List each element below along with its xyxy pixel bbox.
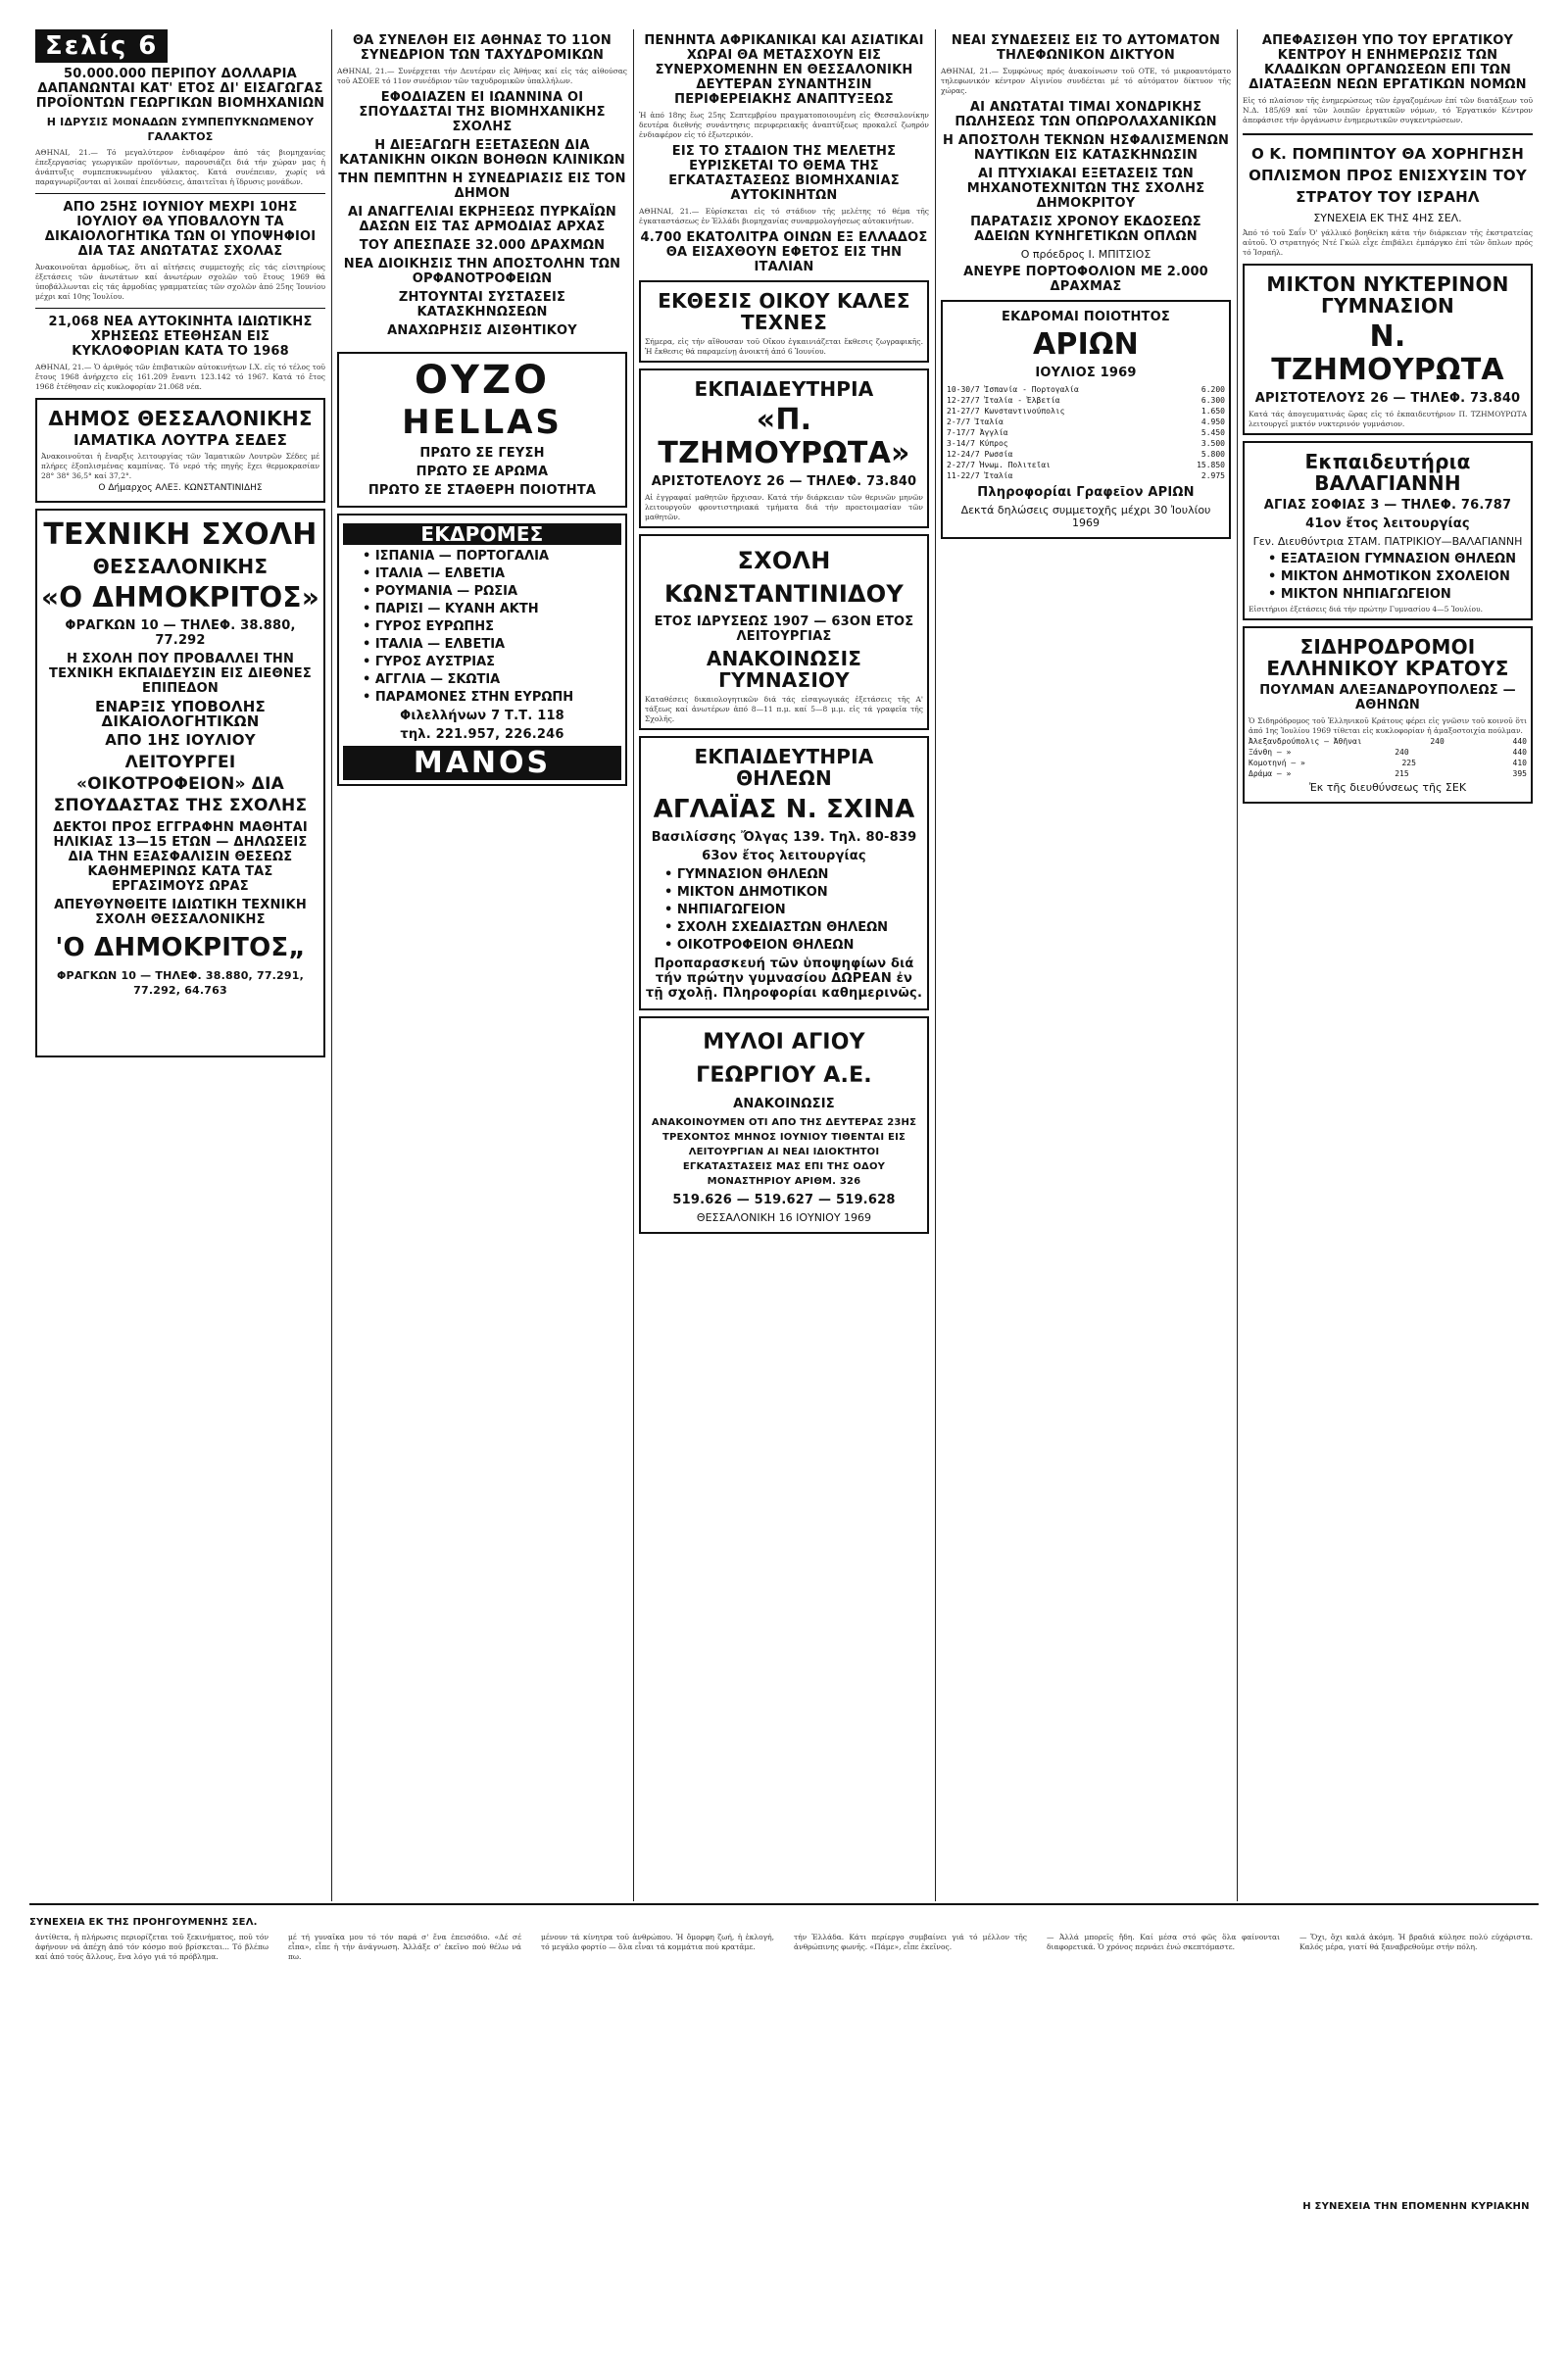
labour-center-headline: ΑΠΕΦΑΣΙΣΘΗ ΥΠΟ ΤΟΥ ΕΡΓΑΤΙΚΟΥ ΚΕΝΤΡΟΥ Η ΕΝΗΜΕΡΩΣΙΣ ΤΩΝ ΚΛΑΔΙΚΩΝ ΟΡΓΑΝΩΣΕΩΝ ΕΠΙ ΤΩΝ ΔΙΑΤΑΞΕΩΝ ΝΕΩΝ ΕΡΓΑΤΙΚΩΝ ΝΟΜΩΝ	[1249, 33, 1527, 92]
trip-item: • ΠΑΡΙΣΙ — ΚΥΑΝΗ ΑΚΤΗ	[363, 602, 539, 616]
school-name: «Ο ΔΗΜΟΚΡΙΤΟΣ»	[41, 581, 319, 614]
arion-month: ΙΟΥΛΙΟΣ 1969	[1035, 366, 1137, 380]
democritus-school-ad	[35, 509, 325, 1057]
serial-col-3: μένουν τά κίνητρα τοῦ ἀνθρώπου. Ἡ ὄμορφη ζωή, ἡ ἐκλογή, τό μεγάλο φορτίο — ὅλα εἶναι τά κομμάτια πού κρατᾶμε.	[541, 1933, 774, 1951]
arion-row-cell: 2.975	[1200, 471, 1225, 480]
trip-item: • ΙΤΑΛΙΑ — ΕΛΒΕΤΙΑ	[363, 566, 506, 581]
tzimourota-school-ad	[639, 368, 929, 528]
night-gym-title: ΜΙΚΤΟΝ ΝΥΚΤΕΡΙΝΟΝ ΓΥΜΝΑΣΙΟΝ	[1266, 272, 1509, 318]
arion-row-cell: 1.650	[1200, 407, 1225, 416]
car-industry-text: ΑΘΗΝΑΙ, 21.— Εὑρίσκεται εἰς τό στάδιον τῆς μελέτης τό θέμα τῆς ἐγκαταστάσεως ἐν Ἑλλάδι βιομηχανίας συναρμολογήσεως αὐτοκινήτων.	[639, 207, 929, 225]
council-headline: ΤΗΝ ΠΕΜΠΤΗΝ Η ΣΥΝΕΔΡΙΑΣΙΣ ΕΙΣ ΤΟΝ ΔΗΜΟΝ	[338, 172, 626, 201]
arion-row	[947, 438, 1225, 449]
arion-row-cell: 2-7/7 Ἰταλία	[947, 417, 1004, 426]
valagianni-ad	[1243, 441, 1533, 620]
exams-article-text: Ἀνακοινοῦται ἀρμοδίως, ὅτι αἱ αἰτήσεις συμμετοχῆς εἰς τάς εἰσιτηρίους ἐξετάσεις τῶν ἀνωτάτων καί ἀνωτέρων σχολῶν τοῦ ἔτους 1969 θά ὑποβάλλωνται εἰς τάς ἁρμοδίας γραμματείας τῶν σχολῶν ἀπό 25ης Ἰουνίου μέχρι καί 10ης Ἰουλίου.	[35, 263, 325, 301]
mills-subtitle: ΑΝΑΚΟΙΝΩΣΙΣ	[733, 1097, 835, 1111]
rail-row	[1249, 747, 1527, 758]
school-line-2: ΕΝΑΡΞΙΣ ΥΠΟΒΟΛΗΣ ΔΙΚΑΙΟΛΟΓΗΤΙΚΩΝ	[95, 698, 266, 730]
school-phone: ΦΡΑΓΚΩΝ 10 — ΤΗΛΕΦ. 38.880, 77.292	[65, 618, 296, 648]
rail-row-cell: 395	[1512, 769, 1527, 778]
rail-row-cell: Δράμα — »	[1249, 769, 1292, 778]
valagianni-address: ΑΓΙΑΣ ΣΟΦΙΑΣ 3 — ΤΗΛΕΦ. 76.787	[1263, 498, 1512, 513]
night-gym-ad	[1243, 264, 1533, 435]
arion-row	[947, 395, 1225, 406]
konstantinidou-title: ΣΧΟΛΗ ΚΩΝΣΤΑΝΤΙΝΙΔΟΥ	[664, 547, 904, 608]
mills-ad	[639, 1016, 929, 1234]
sailors-children-headline: Η ΑΠΟΣΤΟΛΗ ΤΕΚΝΩΝ ΗΣΦΑΛΙΣΜΕΝΩΝ ΝΑΥΤΙΚΩΝ ΕΙΣ ΚΑΤΑΣΚΗΝΩΣΙΝ	[942, 133, 1230, 163]
serial-footer: Η ΣΥΝΕΧΕΙΑ ΤΗΝ ΕΠΟΜΕΝΗΝ ΚΥΡΙΑΚΗΝ	[1302, 2201, 1530, 2212]
night-gym-text: Κατά τάς ἀπογευματινάς ὥρας εἰς τό ἐκπαιδευτήριον Π. ΤΖΗΜΟΥΡΩΤΑ λειτουργεῖ μικτόν νυκτερινόν γυμνάσιον.	[1249, 410, 1527, 428]
exhibition-ad	[639, 280, 929, 363]
railways-text: Ὁ Σιδηρόδρομος τοῦ Ἑλληνικοῦ Κράτους φέρει εἰς γνῶσιν τοῦ κοινοῦ ὅτι ἀπό 1ης Ἰουλίου 1969 τίθεται εἰς κυκλοφορίαν ἡ ἀμαξοστοιχία πούλμαν.	[1249, 716, 1527, 735]
mills-title: ΜΥΛΟΙ ΑΓΙΟΥ ΓΕΩΡΓΙΟΥ Α.Ε.	[696, 1030, 872, 1088]
arion-title: ΕΚΔΡΟΜΑΙ ΠΟΙΟΤΗΤΟΣ	[1002, 310, 1170, 324]
lead-subheadline: Η ΙΔΡΥΣΙΣ ΜΟΝΑΔΩΝ ΣΥΜΠΕΠΥΚΝΩΜΕΝΟΥ ΓΑΛΑΚΤΟΣ	[46, 116, 315, 143]
newspaper-page	[29, 29, 1539, 2328]
trip-item: • ΙΣΠΑΝΙΑ — ΠΟΡΤΟΓΑΛΙΑ	[363, 549, 550, 564]
serial-col-1: ἀντίθετα, ἡ πλήρωσις περιορίζεται τοῦ ξεκινήματος, ποῦ τόν ἀφήνουν νά ἀπέχη ἀπό τόν κόσμο πού βρίσκεται... Τό βλέπω καί ἀπό τούς ἄλλους, ἔνα λόγο γιά τό πρόβλημα.	[35, 1933, 269, 1961]
column-5	[1237, 29, 1539, 810]
trip-item: • ΓΥΡΟΣ ΑΥΣΤΡΙΑΣ	[363, 655, 496, 669]
rail-row-cell: Κομοτηνή — »	[1249, 759, 1305, 767]
schina-year: 63ον ἔτος λειτουργίας	[702, 849, 866, 863]
trip-item: • ΙΤΑΛΙΑ — ΕΛΒΕΤΙΑ	[363, 637, 506, 652]
valagianni-title: Εκπαιδευτήρια ΒΑΛΑΓΙΑΝΝΗ	[1304, 450, 1471, 495]
rail-row-cell: 440	[1512, 748, 1527, 757]
arion-trips-ad	[941, 300, 1231, 539]
railways-subtitle: ΠΟΥΛΜΑΝ ΑΛΕΞΑΝΔΡΟΥΠΟΛΕΩΣ — ΑΘΗΝΩΝ	[1259, 683, 1516, 712]
schina-item: • ΣΧΟΛΗ ΣΧΕΔΙΑΣΤΩΝ ΘΗΛΕΩΝ	[664, 920, 889, 935]
schina-address: Βασιλίσσης Ὄλγας 139. Τηλ. 80-839	[651, 830, 917, 845]
school-line-4: ΛΕΙΤΟΥΡΓΕΙ «ΟΙΚΟΤΡΟΦΕΙΟΝ» ΔΙΑ ΣΠΟΥΔΑΣΤΑΣ ΤΗΣ ΣΧΟΛΗΣ	[53, 753, 308, 815]
schina-item: • ΝΗΠΙΑΓΩΓΕΙΟΝ	[664, 903, 786, 917]
lead-article-text: ΑΘΗΝΑΙ, 21.— Τό μεγαλύτερον ἐνδιαφέρον ἀπό τάς βιομηχανίας ἐπεξεργασίας γεωργικῶν προϊόντων, παρουσιάζει διά τήν χώραν μας ἡ ἀνάπτυξις συμπεπυκνωμένου γάλακτος. Κατά συνέπειαν, χωρίς νά παραγνωρίζονται αἱ λοιπαί ἐπενδύσεις, ἀπαιτεῖται ἡ ἵδρυσις μονάδων.	[35, 148, 325, 186]
valagianni-item: • ΜΙΚΤΟΝ ΝΗΠΙΑΓΩΓΕΙΟΝ	[1268, 587, 1451, 602]
manos-logo: MANOS	[343, 746, 621, 780]
tzimourota-text: Αἱ ἐγγραφαί μαθητῶν ἤρχισαν. Κατά τήν διάρκειαν τῶν θερινῶν μηνῶν λειτουργοῦν φροντιστηριακά τμήματα διά τήν προετοιμασίαν τῶν μαθητῶν.	[645, 493, 923, 521]
valagianni-list	[1249, 552, 1527, 602]
arion-row-cell: 12-27/7 Ἰταλία - Ἐλβετία	[947, 396, 1060, 405]
ioannina-headline: ΕΦΟΔΙΑΖΕΝ ΕΙ ΙΩΑΝΝΙΝΑ ΟΙ ΣΠΟΥΔΑΣΤΑΙ ΤΗΣ ΒΙΟΜΗΧΑΝΙΚΗΣ ΣΧΟΛΗΣ	[359, 90, 606, 134]
exams-clinics-headline: Η ΔΙΕΞΑΓΩΓΗ ΕΞΕΤΑΣΕΩΝ ΔΙΑ ΚΑΤΑΝΙΚΗΝ ΟΙΚΩΝ ΒΟΗΘΩΝ ΚΛΙΝΙΚΩΝ	[339, 138, 625, 168]
column-1	[29, 29, 331, 1063]
column-4	[935, 29, 1237, 545]
mills-text: ΑΝΑΚΟΙΝΟΥΜΕΝ ΟΤΙ ΑΠΟ ΤΗΣ ΔΕΥΤΕΡΑΣ 23ΗΣ ΤΡΕΧΟΝΤΟΣ ΜΗΝΟΣ ΙΟΥΝΙΟΥ ΤΙΘΕΝΤΑΙ ΕΙΣ ΛΕΙΤΟΥΡΓΙΑΝ ΑΙ ΝΕΑΙ ΙΔΙΟΚΤΗΤΟΙ ΕΓΚΑΤΑΣΤΑΣΕΙΣ ΜΑΣ ΕΠΙ ΤΗΣ ΟΔΟΥ ΜΟΝΑΣΤΗΡΙΟΥ ΑΡΙΘΜ. 326	[651, 1117, 917, 1187]
rail-row-cell: Ξάνθη — »	[1249, 748, 1292, 757]
arion-row	[947, 384, 1225, 395]
schina-list	[645, 867, 923, 953]
pompidou-text: Ἀπό τό τοῦ Σαΐν Ὀ' γάλλικό βοηθείκη κάτα τήν διάρκειαν τῆς ἐκστρατείας αὐτοῦ. Ὁ στρατηγός Ντέ Γκώλ εἶχε ἐπιβάλει ἐμπάργκο ἐπί τῶν ὅπλων πρός τό Ἰσραήλ.	[1243, 228, 1533, 257]
departure-headline: ΑΝΑΧΩΡΗΣΙΣ ΑΙΣΘΗΤΙΚΟΥ	[387, 323, 577, 338]
school-city: ΘΕΣΣΑΛΟΝΙΚΗΣ	[92, 555, 269, 578]
orphanages-headline: ΝΕΑ ΔΙΟΙΚΗΣΙΣ ΤΗΝ ΑΠΟΣΤΟΛΗΝ ΤΩΝ ΟΡΦΑΝΟΤΡΟΦΕΙΩΝ	[343, 257, 621, 286]
car-industry-headline: ΕΙΣ ΤΟ ΣΤΑΔΙΟΝ ΤΗΣ ΜΕΛΕΤΗΣ ΕΥΡΙΣΚΕΤΑΙ ΤΟ ΘΕΜΑ ΤΗΣ ΕΓΚΑΤΑΣΤΑΣΕΩΣ ΒΙΟΜΗΧΑΝΙΑΣ ΑΥΤΟΚΙΝΗΤΩΝ	[668, 144, 900, 203]
arion-row-cell: 3.500	[1200, 439, 1225, 448]
arion-row	[947, 460, 1225, 470]
section-divider	[29, 1903, 1539, 1905]
column-2	[331, 29, 633, 792]
postal-congress-text: ΑΘΗΝΑΙ, 21.— Συνέρχεται τήν Δευτέραν εἰς Ἀθήνας καί εἰς τάς αἰθούσας τοῦ ΑΣΟΕΕ τό 11ον συνέδριον τῶν ταχυδρομικῶν ὑπαλλήλων.	[337, 67, 627, 85]
serial-col-4: τήν Ἑλλάδα. Κάτι περίεργο συμβαίνει γιά τό μέλλον τῆς ἀνθρώπινης φωνῆς. «Πάμε», εἶπε ἐκεῖνος.	[794, 1933, 1027, 1951]
forest-fires-headline: ΑΙ ΑΝΑΓΓΕΛΙΑΙ ΕΚΡΗΞΕΩΣ ΠΥΡΚΑΪΩΝ ΔΑΣΩΝ ΕΙΣ ΤΑΣ ΑΡΜΟΔΙΑΣ ΑΡΧΑΣ	[347, 205, 617, 234]
camps-headline: ΖΗΤΟΥΝΤΑΙ ΣΥΣΤΑΣΕΙΣ ΚΑΤΑΣΚΗΝΩΣΕΩΝ	[398, 290, 566, 319]
labour-center-text: Εἰς τό πλαίσιον τῆς ἐνημερώσεως τῶν ἐργαζομένων ἐπί τῶν διατάξεων τοῦ Ν.Δ. 185/69 καί τῶν λοιπῶν ἐργατικῶν νόμων, τό Ἐργατικόν Κέντρον ἀπεφάσισε τήν ὀργάνωσιν ἐνημερωτικῶν συγκεντρώσεων.	[1243, 96, 1533, 124]
valagianni-director: Γεν. Διευθύντρια ΣΤΑΜ. ΠΑΤΡΙΚΙΟΥ—ΒΑΛΑΓΙΑΝΝΗ	[1252, 535, 1523, 548]
arion-row	[947, 427, 1225, 438]
ouzo-word: ΟΥΖΟ	[415, 358, 550, 403]
tzimourota-label: ΕΚΠΑΙΔΕΥΤΗΡΙΑ	[694, 377, 874, 401]
konstantinidou-sub: ΕΤΟΣ ΙΔΡΥΣΕΩΣ 1907 — 63ΟΝ ΕΤΟΣ ΛΕΙΤΟΥΡΓΙΑΣ	[654, 614, 914, 644]
exhibition-text: Σήμερα, εἰς τήν αἴθουσαν τοῦ Οἴκου ἐγκαινιάζεται ἔκθεσις ζωγραφικῆς. Ἡ ἔκθεσις θά παραμείνῃ ἀνοικτή ἀπό 6 Ἰουνίου.	[645, 337, 923, 356]
regional-dev-headline: ΠΕΝΗΝΤΑ ΑΦΡΙΚΑΝΙΚΑΙ ΚΑΙ ΑΣΙΑΤΙΚΑΙ ΧΩΡΑΙ ΘΑ ΜΕΤΑΣΧΟΥΝ ΕΙΣ ΣΥΝΕΡΧΟΜΕΝΗΝ ΕΝ ΘΕΣΣΑΛΟΝΙΚΗ ΔΕΥΤΕΡΑΝ ΣΥΝΑΝΤΗΣΙΝ ΠΕΡΙΦΕΡΕΙΑΚΗΣ ΑΝΑΠΤΥΞΕΩΣ	[644, 33, 924, 107]
pompidou-headline: Ο Κ. ΠΟΜΠΙΝΤΟΥ ΘΑ ΧΟΡΗΓΗΣΗ ΟΠΛΙΣΜΟΝ ΠΡΟΣ ΕΝΙΣΧΥΣΙΝ ΤΟΥ ΣΤΡΑΤΟΥ ΤΟΥ ΙΣΡΑΗΛ	[1249, 145, 1527, 206]
lead-headline: 50.000.000 ΠΕΡΙΠΟΥ ΔΟΛΛΑΡΙΑ ΔΑΠΑΝΩΝΤΑΙ ΚΑΤ' ΕΤΟΣ ΔΙ' ΕΙΣΑΓΩΓΑΣ ΠΡΟΪΟΝΤΩΝ ΓΕΩΡΓΙΚΩΝ ΒΙΟΜΗΧΑΝΙΩΝ	[35, 67, 325, 111]
arion-brand: ΑΡΙΩΝ	[1033, 327, 1139, 362]
hunting-licence-headline: ΠΑΡΑΤΑΣΙΣ ΧΡΟΝΟΥ ΕΚΔΟΣΕΩΣ ΑΔΕΙΩΝ ΚΥΝΗΓΕΤΙΚΩΝ ΟΠΛΩΝ	[970, 215, 1201, 244]
konstantinidou-text: Καταθέσεις δικαιολογητικῶν διά τάς εἰσαγωγικάς ἐξετάσεις τῆς Α' τάξεως καί ἀνωτέρων ἀπό 8—11 π.μ. καί 5—8 μ.μ. εἰς τά γραφεῖα τῆς Σχολῆς.	[645, 695, 923, 723]
schina-item: • ΓΥΜΝΑΣΙΟΝ ΘΗΛΕΩΝ	[664, 867, 829, 882]
ouzo-claim-1: ΠΡΩΤΟ ΣΕ ΓΕΥΣΗ	[419, 446, 545, 461]
postal-congress-headline: ΘΑ ΣΥΝΕΛΘΗ ΕΙΣ ΑΘΗΝΑΣ ΤΟ 11ΟΝ ΣΥΝΕΔΡΙΟΝ ΤΩΝ ΤΑΧΥΔΡΟΜΙΚΩΝ	[353, 33, 612, 63]
school-name-2: 'Ο ΔΗΜΟΚΡΙΤΟΣ„	[55, 933, 306, 962]
rail-row-cell: 440	[1512, 737, 1527, 746]
ouzo-claim-3: ΠΡΩΤΟ ΣΕ ΣΤΑΘΕΡΗ ΠΟΙΟΤΗΤΑ	[368, 483, 597, 498]
night-gym-address: ΑΡΙΣΤΟΤΕΛΟΥΣ 26 — ΤΗΛΕΦ. 73.840	[1254, 391, 1521, 406]
divider	[35, 193, 325, 194]
ouzo-ad	[337, 352, 627, 508]
arion-row-cell: 12-24/7 Ρωσσία	[947, 450, 1013, 459]
railways-signature: Ἐκ τῆς διευθύνσεως τῆς ΣΕΚ	[1308, 781, 1467, 794]
prices-headline: ΑΙ ΑΝΩΤΑΤΑΙ ΤΙΜΑΙ ΧΟΝΔΡΙΚΗΣ ΠΩΛΗΣΕΩΣ ΤΩΝ ΟΠΩΡΟΛΑΧΑΝΙΚΩΝ	[955, 100, 1217, 129]
divider	[35, 308, 325, 309]
ouzo-brand: HELLAS	[402, 403, 563, 442]
school-line-1: Η ΣΧΟΛΗ ΠΟΥ ΠΡΟΒΑΛΛΕΙ ΤΗΝ ΤΕΧΝΙΚΗ ΕΚΠΑΙΔΕΥΣΙΝ ΕΙΣ ΔΙΕΘΝΕΣ ΕΠΙΠΕΔΟΝ	[49, 652, 312, 696]
tzimourota-address: ΑΡΙΣΤΟΤΕΛΟΥΣ 26 — ΤΗΛΕΦ. 73.840	[651, 474, 917, 489]
valagianni-item: • ΕΞΑΤΑΞΙΟΝ ΓΥΜΝΑΣΙΟΝ ΘΗΛΕΩΝ	[1268, 552, 1516, 566]
serial-continued-header: ΣΥΝΕΧΕΙΑ ΕΚ ΤΗΣ ΠΡΟΗΓΟΥΜΕΝΗΣ ΣΕΛ.	[29, 1917, 258, 1928]
serial-story	[29, 1911, 1539, 2323]
municipality-title: ΔΗΜΟΣ ΘΕΣΣΑΛΟΝΙΚΗΣ	[48, 407, 313, 430]
sedes-baths-ad	[35, 398, 325, 503]
divider	[1243, 133, 1533, 135]
mechanics-exams-headline: ΑΙ ΠΤΥΧΙΑΚΑΙ ΕΞΕΤΑΣΕΙΣ ΤΩΝ ΜΗΧΑΝΟΤΕΧΝΙΤΩΝ ΤΗΣ ΣΧΟΛΗΣ ΔΗΜΟΚΡΙΤΟΥ	[966, 167, 1205, 211]
tzimourota-name: «Π. ΤΖΗΜΟΥΡΩΤΑ»	[658, 403, 910, 470]
wine-headline: 4.700 ΕΚΑΤΟΛΙΤΡΑ ΟΙΝΩΝ ΕΞ ΕΛΛΑΔΟΣ ΘΑ ΕΙΣΑΧΘΟΥΝ ΕΦΕΤΟΣ ΕΙΣ ΤΗΝ ΙΤΑΛΙΑΝ	[640, 230, 928, 274]
serial-col-2: μέ τή γυναῖκα μου τό τόν παρά σ' ἕνα ἐπεισόδιο. «Δέ σέ εἶπα», εἶπε ἡ τήν ἀνάγνωση. Ἀλλάξε σ' ἐκεῖνο πού θέλω νά πω.	[288, 1933, 521, 1961]
schina-label: ΕΚΠΑΙΔΕΥΤΗΡΙΑ ΘΗΛΕΩΝ	[694, 745, 874, 790]
arion-row-cell: 11-22/7 Ἰταλία	[947, 471, 1013, 480]
schina-name: ΑΓΛΑΪΑΣ Ν. ΣΧΙΝΑ	[653, 795, 915, 824]
rail-row-cell: 240	[1395, 748, 1409, 757]
konstantinidou-ad	[639, 534, 929, 730]
mills-phones: 519.626 — 519.627 — 519.628	[672, 1193, 896, 1207]
wallet-headline: ΑΝΕΥΡΕ ΠΟΡΤΟΦΟΛΙΟΝ ΜΕ 2.000 ΔΡΑΧΜΑΣ	[963, 265, 1208, 294]
robbery-headline: ΤΟΥ ΑΠΕΣΠΑΣΕ 32.000 ΔΡΑΧΜΩΝ	[359, 238, 606, 253]
arion-row-cell: 21-27/7 Κωνσταντινούπολις	[947, 407, 1065, 416]
baths-text: Ἀνακοινοῦται ἡ ἔναρξις λειτουργίας τῶν Ἰαματικῶν Λουτρῶν Σέδες μέ πλήρες ἐξοπλισμένας καμπίνας. Τό νερό τῆς πηγῆς ἔχει θερμοκρασίαν 28° 38° 36,5° καί 37,2°.	[41, 452, 319, 480]
rail-row-cell: 240	[1430, 737, 1445, 746]
trip-item: • ΡΟΥΜΑΝΙΑ — ΡΩΣΙΑ	[363, 584, 518, 599]
trips-title: ΕΚΔΡΟΜΕΣ	[343, 523, 621, 545]
arion-row-cell: 10-30/7 Ἰσπανία - Πορτογαλία	[947, 385, 1079, 394]
valagianni-item: • ΜΙΚΤΟΝ ΔΗΜΟΤΙΚΟΝ ΣΧΟΛΕΙΟΝ	[1268, 569, 1510, 584]
trips-phone: τηλ. 221.957, 226.246	[400, 727, 564, 742]
school-line-3: ΑΠΟ 1ΗΣ ΙΟΥΛΙΟΥ	[105, 731, 256, 749]
valagianni-text: Εἰσιτήριοι ἐξετάσεις διά τήν πρώτην Γυμνασίου 4—5 Ἰουλίου.	[1249, 605, 1483, 614]
trip-item: • ΠΑΡΑΜΟΝΕΣ ΣΤΗΝ ΕΥΡΩΠΗ	[363, 690, 574, 705]
manos-trips-ad	[337, 514, 627, 786]
baths-title: ΙΑΜΑΤΙΚΑ ΛΟΥΤΡΑ ΣΕΔΕΣ	[73, 431, 288, 449]
railways-fares	[1249, 736, 1527, 779]
arion-row-cell: 5.800	[1200, 450, 1225, 459]
school-line-5: ΔΕΚΤΟΙ ΠΡΟΣ ΕΓΓΡΑΦΗΝ ΜΑΘΗΤΑΙ ΗΛΙΚΙΑΣ 13—15 ΕΤΩΝ — ΔΗΛΩΣΕΙΣ ΔΙΑ ΤΗΝ ΕΞΑΣΦΑΛΙΣΙΝ ΘΕΣΕΩΣ ΚΑΘΗΜΕΡΙΝΩΣ ΚΑΤΑ ΤΑΣ ΕΡΓΑΣΙΜΟΥΣ ΩΡΑΣ	[53, 820, 308, 894]
serial-col-6: — Ὄχι, ὄχι καλά ἀκόμη. Ἡ βραδιά κύλησε πολύ εὐχάριστα. Καλός μέρα, γιατί θά ξαναβρεθοῦμε στήν πόλη.	[1299, 1933, 1533, 1951]
exhibition-title: ΕΚΘΕΣΙΣ ΟΙΚΟΥ ΚΑΛΕΣ ΤΕΧΝΕΣ	[658, 289, 910, 334]
trips-list	[343, 549, 621, 705]
trips-address: Φιλελλήνων 7 Τ.Τ. 118	[400, 709, 564, 723]
rail-row-cell: 225	[1401, 759, 1416, 767]
arion-note: Δεκτά δηλώσεις συμμετοχῆς μέχρι 30 Ἰουλίου 1969	[960, 504, 1211, 529]
railways-ad	[1243, 626, 1533, 804]
arion-row-cell: 3-14/7 Κύπρος	[947, 439, 1008, 448]
rail-row	[1249, 758, 1527, 768]
cars-headline: 21,068 ΝΕΑ ΑΥΤΟΚΙΝΗΤΑ ΙΔΙΩΤΙΚΗΣ ΧΡΗΣΕΩΣ ΕΤΕΘΗΣΑΝ ΕΙΣ ΚΥΚΛΟΦΟΡΙΑΝ ΚΑΤΑ ΤΟ 1968	[48, 315, 313, 359]
arion-row-cell: 7-17/7 Ἀγγλία	[947, 428, 1008, 437]
column-3	[633, 29, 935, 1240]
serial-col-5: — Ἀλλά μπορεῖς ἤδη. Καί μέσα στό φῶς ὅλα φαίνονται διαφορετικά. Ὁ χρόνος περνάει ἐνώ σκεπτόμαστε.	[1047, 1933, 1280, 1951]
arion-row	[947, 449, 1225, 460]
konstantinidou-announcement: ΑΝΑΚΟΙΝΩΣΙΣ ΓΥΜΝΑΣΙΟΥ	[706, 647, 862, 692]
arion-row-cell: 6.300	[1200, 396, 1225, 405]
arion-row-cell: 2-27/7 Ἡνωμ. Πολιτεῖαι	[947, 461, 1051, 469]
arion-office: Πληροφορίαι Γραφεῖον ΑΡΙΩΝ	[977, 485, 1195, 500]
mills-date: ΘΕΣΣΑΛΟΝΙΚΗ 16 ΙΟΥΝΙΟΥ 1969	[696, 1211, 872, 1224]
phone-network-text: ΑΘΗΝΑΙ, 21.— Συμφώνως πρός ἀνακοίνωσιν τοῦ ΟΤΕ, τό μικροαυτόματο τηλεφωνικόν κέντρον Αἰγινίου συνδέεται μέ τό αὐτόματον δίκτυον τῆς χώρας.	[941, 67, 1231, 95]
arion-row	[947, 417, 1225, 427]
trip-item: • ΑΓΓΛΙΑ — ΣΚΩΤΙΑ	[363, 672, 501, 687]
page-badge: Σελίς 6	[35, 29, 168, 63]
night-gym-name: Ν. ΤΖΗΜΟΥΡΩΤΑ	[1271, 319, 1504, 387]
arion-schedule	[947, 384, 1225, 481]
valagianni-year: 41ον ἔτος λειτουργίας	[1305, 516, 1470, 531]
schina-note: Προπαρασκευή τῶν ὑποψηφίων διά τήν πρώτην γυμνασίου ΔΩΡΕΑΝ ἐν τῇ σχολῇ. Πληροφορίαι καθημερινῶς.	[645, 957, 923, 1001]
exams-headline: ΑΠΟ 25ΗΣ ΙΟΥΝΙΟΥ ΜΕΧΡΙ 10ΗΣ ΙΟΥΛΙΟΥ ΘΑ ΥΠΟΒΑΛΟΥΝ ΤΑ ΔΙΚΑΙΟΛΟΓΗΤΙΚΑ ΤΩΝ ΟΙ ΥΠΟΨΗΦΙΟΙ ΔΙΑ ΤΑΣ ΑΝΩΤΑΤΑΣ ΣΧΟΛΑΣ	[44, 200, 317, 259]
arion-row-cell: 5.450	[1200, 428, 1225, 437]
cars-article-text: ΑΘΗΝΑΙ, 21.— Ὁ ἀριθμός τῶν ἐπιβατικῶν αὐτοκινήτων Ι.Χ. εἰς τό τέλος τοῦ ἔτους 1968 ἀνήρχετο εἰς 161.209 ἔναντι 123.142 τό 1967. Κατά τό ἔτος 1968 ἐτέθησαν εἰς κυκλοφορίαν 21.068 νέα.	[35, 363, 325, 391]
school-footer: ΦΡΑΓΚΩΝ 10 — ΤΗΛΕΦ. 38.880, 77.291, 77.292, 64.763	[57, 969, 304, 997]
rail-row-cell: 215	[1395, 769, 1409, 778]
hunting-signature: Ο πρόεδρος Ι. ΜΠΙΤΣΙΟΣ	[1020, 248, 1152, 261]
school-type: ΤΕΧΝΙΚΗ ΣΧΟΛΗ	[43, 517, 318, 552]
pompidou-continued: ΣΥΝΕΧΕΙΑ ΕΚ ΤΗΣ 4ΗΣ ΣΕΛ.	[1313, 212, 1462, 224]
rail-row-cell: Ἀλεξανδρούπολις — Ἀθῆναι	[1249, 737, 1362, 746]
schina-school-ad	[639, 736, 929, 1010]
baths-signature: Ο Δήμαρχος ΑΛΕΞ. ΚΩΝΣΤΑΝΤΙΝΙΔΗΣ	[98, 483, 263, 493]
school-line-6: ΑΠΕΥΘΥΝΘΕΙΤΕ ΙΔΙΩΤΙΚΗ ΤΕΧΝΙΚΗ ΣΧΟΛΗ ΘΕΣΣΑΛΟΝΙΚΗΣ	[54, 898, 307, 927]
arion-row-cell: 4.950	[1200, 417, 1225, 426]
regional-dev-text: Ἡ ἀπό 18ης ἕως 25ης Σεπτεμβρίου πραγματοποιουμένη εἰς Θεσσαλονίκην δευτέρα διεθνής συνάντησις περιφερειακῆς ἀναπτύξεως προκαλεῖ ζωηρόν ἐνδιαφέρον εἰς τό ἐξωτερικόν.	[639, 111, 929, 139]
rail-row	[1249, 768, 1527, 779]
railways-title: ΣΙΔΗΡΟΔΡΟΜΟΙ ΕΛΛΗΝΙΚΟΥ ΚΡΑΤΟΥΣ	[1266, 635, 1509, 680]
arion-row	[947, 406, 1225, 417]
arion-row-cell: 6.200	[1200, 385, 1225, 394]
rail-row	[1249, 736, 1527, 747]
trip-item: • ΓΥΡΟΣ ΕΥΡΩΠΗΣ	[363, 619, 495, 634]
schina-item: • ΜΙΚΤΟΝ ΔΗΜΟΤΙΚΟΝ	[664, 885, 828, 900]
phone-network-headline: ΝΕΑΙ ΣΥΝΔΕΣΕΙΣ ΕΙΣ ΤΟ ΑΥΤΟΜΑΤΟΝ ΤΗΛΕΦΩΝΙΚΟΝ ΔΙΚΤΥΟΝ	[951, 33, 1221, 63]
arion-row	[947, 470, 1225, 481]
arion-row-cell: 15.850	[1197, 461, 1225, 469]
ouzo-claim-2: ΠΡΩΤΟ ΣΕ ΑΡΩΜΑ	[416, 465, 549, 479]
schina-item: • ΟΙΚΟΤΡΟΦΕΙΟΝ ΘΗΛΕΩΝ	[664, 938, 855, 953]
rail-row-cell: 410	[1512, 759, 1527, 767]
